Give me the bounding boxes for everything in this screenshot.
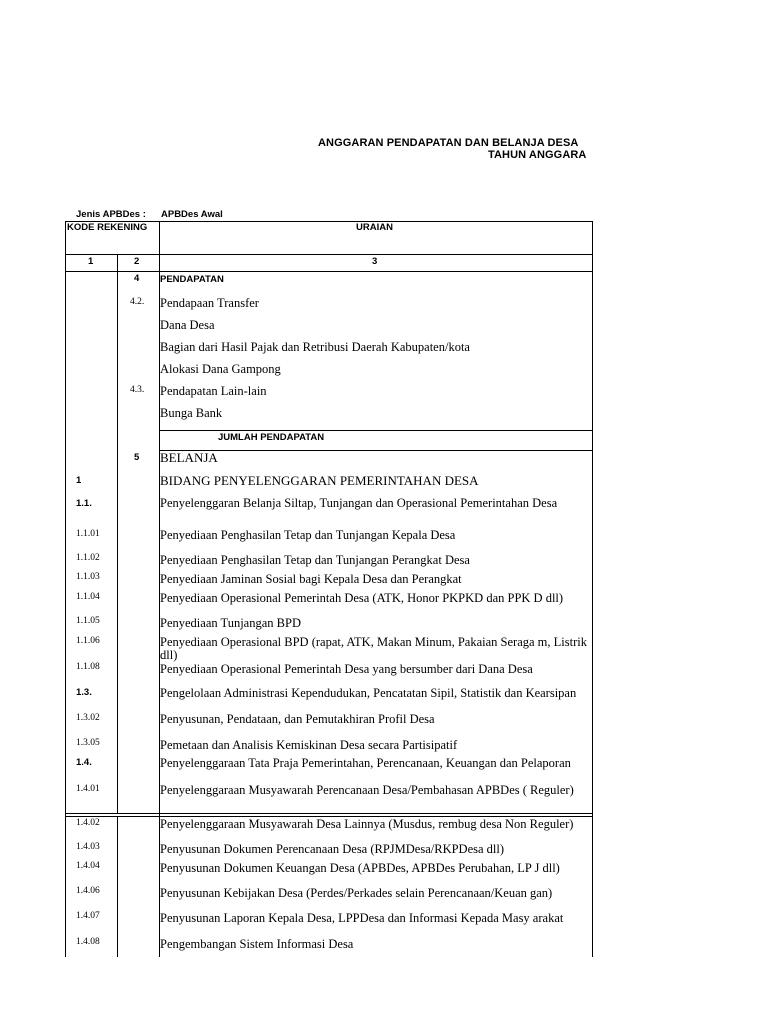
belanja-row-text: Penyediaan Penghasilan Tetap dan Tunjangan Kepala Desa (160, 528, 456, 542)
table-right-border (592, 221, 593, 957)
belanja-row-text: Penyelenggaraan Tata Praja Pemerintahan, Perencanaan, Keuangan dan Pelaporan (160, 756, 571, 770)
belanja-row-text: Penyusunan, Pendataan, dan Pemutakhiran Profil Desa (160, 712, 435, 726)
belanja-row-text: Penyediaan Penghasilan Tetap dan Tunjangan Perangkat Desa (160, 553, 470, 567)
belanja-row-text: Penyusunan Dokumen Perencanaan Desa (RPJMDesa/RKPDesa dll) (160, 842, 505, 856)
belanja-row-code: 1.4.06 (76, 886, 100, 896)
belanja-row-code: 1.3.05 (76, 738, 100, 748)
colnum-divider (65, 271, 593, 272)
header-divider (65, 254, 593, 255)
page-break-divider (65, 813, 593, 814)
pendapatan-row-text: Bagian dari Hasil Pajak dan Retribusi Daerah Kabupaten/kota (160, 340, 470, 354)
pendapatan-label: PENDAPATAN (160, 274, 224, 285)
belanja-row-code: 1.4.02 (76, 818, 100, 828)
pendapatan-row-code: 4.3. (130, 385, 145, 395)
belanja-row-code: 1.4.07 (76, 911, 100, 921)
belanja-row-code: 1.4.08 (76, 937, 100, 947)
pendapatan-row-text: Pendapaan Transfer (160, 296, 259, 310)
belanja-label: BELANJA (160, 450, 218, 465)
table-left-border (65, 221, 66, 957)
kode-split-line-bottom (117, 816, 118, 957)
document-title: ANGGARAN PENDAPATAN DAN BELANJA DESA (318, 137, 579, 149)
kode-rekening-header: KODE REKENING (67, 222, 148, 233)
belanja-row-text: Pemetaan dan Analisis Kemiskinan Desa secara Partisipatif (160, 738, 458, 752)
belanja-row-code: 1.1.08 (76, 662, 100, 672)
belanja-row-code: 1.4.04 (76, 861, 100, 871)
belanja-row-text: Penyediaan Jaminan Sosial bagi Kepala Desa dan Perangkat (160, 572, 462, 586)
belanja-row-code: 1 (76, 475, 82, 486)
belanja-row-code: 1.1.06 (76, 636, 100, 646)
column-number-1: 1 (88, 256, 94, 267)
belanja-row-code: 1.1.01 (76, 529, 100, 539)
belanja-row-code: 1.4.01 (76, 784, 100, 794)
column-number-3: 3 (372, 256, 378, 267)
belanja-row-code: 1.4. (76, 757, 92, 768)
jumlah-bottom-border (159, 450, 593, 451)
belanja-row-code: 1.4.03 (76, 842, 100, 852)
kode-split-line-header (117, 254, 118, 271)
jenis-apbdes-label: Jenis APBDes : (76, 209, 146, 220)
belanja-row-text: Penyelenggaran Belanja Siltap, Tunjangan dan Operasional Pemerintahan Desa (160, 496, 558, 510)
belanja-row-text: Penyusunan Kebijakan Desa (Perdes/Perkades selain Perencanaan/Keuan gan) (160, 886, 553, 900)
belanja-row-text: BIDANG PENYELENGGARAN PEMERINTAHAN DESA (160, 473, 479, 488)
uraian-header: URAIAN (356, 222, 393, 233)
jumlah-top-border (159, 430, 593, 431)
belanja-row-code: 1.1.05 (76, 616, 100, 626)
belanja-row-code: 1.1.04 (76, 592, 100, 602)
kode-split-line-top (117, 271, 118, 813)
belanja-row-text: Penyediaan Operasional Pemerintah Desa yang bersumber dari Dana Desa (160, 662, 533, 676)
jumlah-pendapatan-label: JUMLAH PENDAPATAN (218, 432, 325, 443)
belanja-row-text: Pengembangan Sistem Informasi Desa (160, 937, 354, 951)
pendapatan-row-text: Dana Desa (160, 318, 215, 332)
belanja-row-text: Penyediaan Operasional Pemerintah Desa (ATK, Honor PKPKD dan PPK D dll) (160, 591, 564, 605)
belanja-row-code: 1.3.02 (76, 713, 100, 723)
pendapatan-code: 4 (134, 273, 140, 284)
jenis-apbdes-value: APBDes Awal (161, 209, 223, 220)
belanja-row-text: Penyediaan Operasional BPD (rapat, ATK, Makan Minum, Pakaian Seraga m, Listrik dll) (160, 635, 587, 662)
belanja-row-text: Pengelolaan Administrasi Kependudukan, Pencatatan Sipil, Statistik dan Kearsipan (160, 686, 577, 700)
belanja-row-code: 1.1.02 (76, 553, 100, 563)
pendapatan-row-text: Alokasi Dana Gampong (160, 362, 281, 376)
document-subtitle: TAHUN ANGGARA (488, 149, 587, 161)
belanja-row-text: Penyelenggaraan Musyawarah Perencanaan Desa/Pembahasan APBDes ( Reguler) (160, 783, 574, 797)
belanja-row-text: Penyelenggaraan Musyawarah Desa Lainnya (Musdus, rembug desa Non Reguler) (160, 817, 574, 831)
belanja-row-text: Penyusunan Laporan Kepala Desa, LPPDesa dan Informasi Kepada Masy arakat (160, 911, 564, 925)
belanja-row-code: 1.1. (76, 498, 92, 509)
pendapatan-row-text: Pendapatan Lain-lain (160, 384, 267, 398)
belanja-row-text: Penyediaan Tunjangan BPD (160, 616, 301, 630)
belanja-row-text: Penyusunan Dokumen Keuangan Desa (APBDes, APBDes Perubahan, LP J dll) (160, 861, 560, 875)
pendapatan-row-text: Bunga Bank (160, 406, 223, 420)
belanja-row-code: 1.1.03 (76, 572, 100, 582)
belanja-row-code: 1.3. (76, 687, 92, 698)
column-number-2: 2 (134, 256, 140, 267)
pendapatan-row-code: 4.2. (130, 297, 145, 307)
belanja-code: 5 (134, 452, 140, 463)
